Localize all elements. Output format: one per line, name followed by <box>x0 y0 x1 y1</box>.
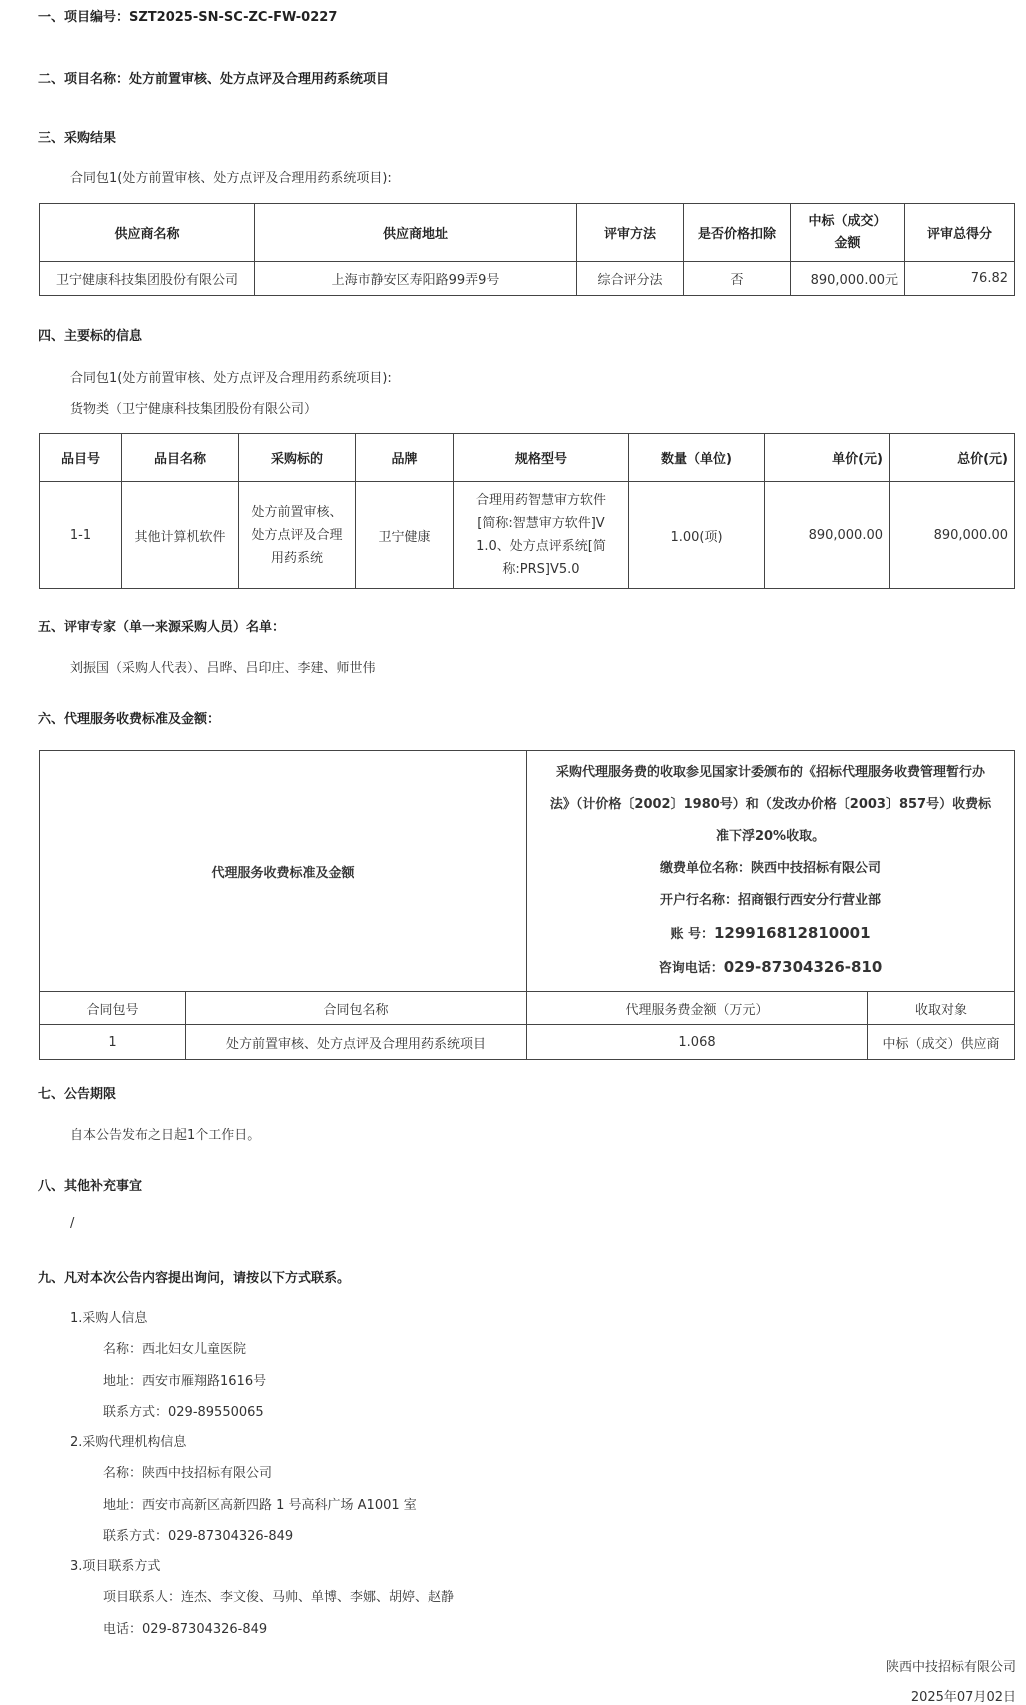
procurement-result-table <box>39 203 1015 296</box>
project-name-label: 二、项目名称： <box>38 72 130 87</box>
header-cell: 收取对象 <box>868 992 1015 1025</box>
spec-line: 1.0、处方点评系统[简 <box>476 539 606 554</box>
category-line: 货物类（卫宁健康科技集团股份有限公司） <box>70 402 318 417</box>
project-name-value: 处方前置审核、处方点评及合理用药系统项目 <box>129 72 390 87</box>
procurement-subject <box>239 482 356 589</box>
total-price: 890,000.00 <box>890 482 1015 589</box>
phone-value: 029-87304326-810 <box>723 958 883 976</box>
item-number: 1-1 <box>40 482 122 589</box>
table-header-row <box>40 992 1015 1025</box>
header-cell: 评审总得分 <box>905 204 1015 262</box>
header-cell <box>791 204 905 262</box>
account-value: 129916812810001 <box>714 924 871 942</box>
quantity: 1.00(项) <box>629 482 765 589</box>
section-title: 八、其他补充事宜 <box>38 1179 143 1194</box>
fee-standard-label: 代理服务收费标准及金额 <box>40 751 527 992</box>
header-cell: 代理服务费金额（万元） <box>527 992 868 1025</box>
agency-title: 2.采购代理机构信息 <box>70 1435 187 1450</box>
item-name: 其他计算机软件 <box>122 482 239 589</box>
fee-description-line: 准下浮20%收取。 <box>715 829 826 844</box>
main-item-table <box>39 433 1015 589</box>
footer-date: 2025年07月02日 <box>910 1690 1016 1705</box>
phone-label: 咨询电话： <box>658 961 724 976</box>
header-cell: 品牌 <box>356 434 454 482</box>
supplier-name: 卫宁健康科技集团股份有限公司 <box>40 262 255 296</box>
purchaser-contact: 联系方式：029-89550065 <box>103 1405 264 1420</box>
subject-line: 处方点评及合理 <box>251 527 343 543</box>
project-contact-title: 3.项目联系方式 <box>70 1559 161 1574</box>
supplier-address: 上海市静安区寿阳路99弄9号 <box>255 262 577 296</box>
header-cell: 单价(元) <box>765 434 890 482</box>
expert-names: 刘振国（采购人代表）、吕晔、吕印庄、李建、师世伟 <box>70 661 376 676</box>
header-cell: 是否价格扣除 <box>684 204 791 262</box>
table-row <box>40 1025 1015 1060</box>
table-header-row <box>40 204 1015 262</box>
project-name <box>38 68 389 87</box>
purchaser-title: 1.采购人信息 <box>70 1311 148 1326</box>
purchaser-address: 地址：西安市雁翔路1616号 <box>103 1374 267 1389</box>
agency-name: 名称：陕西中技招标有限公司 <box>103 1466 273 1481</box>
agency-fee-amount: 1.068 <box>527 1025 868 1060</box>
review-method: 综合评分法 <box>577 262 684 296</box>
spec-line: 称:PRS]V5.0 <box>502 562 580 577</box>
subject-line: 用药系统 <box>270 550 323 566</box>
header-cell: 采购标的 <box>239 434 356 482</box>
award-amount: 890,000.00元 <box>791 262 905 296</box>
price-deduction: 否 <box>684 262 791 296</box>
section-title: 五、评审专家（单一来源采购人员）名单： <box>38 620 286 635</box>
agency-address: 地址：西安市高新区高新四路 1 号高科广场 A1001 室 <box>103 1498 417 1513</box>
package-line: 合同包1(处方前置审核、处方点评及合理用药系统项目): <box>70 171 392 186</box>
purchaser-name: 名称：西北妇女儿童医院 <box>103 1342 247 1357</box>
other-matters: / <box>70 1216 75 1231</box>
header-cell: 总价(元) <box>890 434 1015 482</box>
footer-org: 陕西中技招标有限公司 <box>885 1660 1016 1675</box>
header-cell: 品目名称 <box>122 434 239 482</box>
header-cell: 供应商地址 <box>255 204 577 262</box>
spec-line: 合理用药智慧审方软件 <box>475 493 606 508</box>
project-contact-people: 项目联系人：连杰、李文俊、马帅、单博、李娜、胡婷、赵静 <box>103 1590 455 1605</box>
header-cell: 合同包名称 <box>186 992 527 1025</box>
section-title: 七、公告期限 <box>38 1087 117 1102</box>
project-phone: 电话：029-87304326-849 <box>103 1622 268 1637</box>
subject-line: 处方前置审核、 <box>251 504 343 520</box>
fee-standard-row <box>40 751 1015 992</box>
payee-name: 缴费单位名称：陕西中技招标有限公司 <box>660 861 882 876</box>
package-name: 处方前置审核、处方点评及合理用药系统项目 <box>186 1025 527 1060</box>
header-cell: 供应商名称 <box>40 204 255 262</box>
account-label: 账 号： <box>670 927 714 942</box>
spec-model <box>454 482 629 589</box>
agency-contact: 联系方式：029-87304326-849 <box>103 1529 294 1544</box>
table-header-row <box>40 434 1015 482</box>
consult-phone <box>537 951 1004 985</box>
agency-fee-table <box>39 750 1015 1060</box>
table-row <box>40 262 1015 296</box>
section-title: 九、凡对本次公告内容提出询问，请按以下方式联系。 <box>38 1271 351 1286</box>
project-number-value: SZT2025-SN-SC-ZC-FW-0227 <box>129 10 338 25</box>
total-score: 76.82 <box>905 262 1015 296</box>
section-title: 四、主要标的信息 <box>38 329 143 344</box>
section-title: 六、代理服务收费标准及金额： <box>38 712 221 727</box>
project-number-label: 一、项目编号： <box>38 10 130 25</box>
fee-standard-detail <box>527 751 1015 992</box>
fee-payer: 中标（成交）供应商 <box>868 1025 1015 1060</box>
package-number: 1 <box>40 1025 186 1060</box>
header-cell: 合同包号 <box>40 992 186 1025</box>
section-title: 三、采购结果 <box>38 131 117 146</box>
brand: 卫宁健康 <box>356 482 454 589</box>
fee-description-line: 采购代理服务费的收取参见国家计委颁布的《招标代理服务收费管理暂行办 <box>556 765 986 780</box>
header-cell: 数量（单位) <box>629 434 765 482</box>
table-row <box>40 482 1015 589</box>
header-cell: 规格型号 <box>454 434 629 482</box>
header-amount-line: 中标（成交） <box>808 213 887 229</box>
package-line: 合同包1(处方前置审核、处方点评及合理用药系统项目): <box>70 371 392 386</box>
spec-line: [简称:智慧审方软件]V <box>477 516 605 531</box>
header-amount-line: 金额 <box>834 235 861 251</box>
fee-description-line: 法》（计价格〔2002〕1980号）和（发改办价格〔2003〕857号）收费标 <box>549 797 992 812</box>
notice-period: 自本公告发布之日起1个工作日。 <box>70 1128 261 1143</box>
project-number <box>38 6 337 25</box>
unit-price: 890,000.00 <box>765 482 890 589</box>
account-number <box>537 917 1004 951</box>
header-cell: 品目号 <box>40 434 122 482</box>
bank-name: 开户行名称：招商银行西安分行营业部 <box>660 893 882 908</box>
header-cell: 评审方法 <box>577 204 684 262</box>
